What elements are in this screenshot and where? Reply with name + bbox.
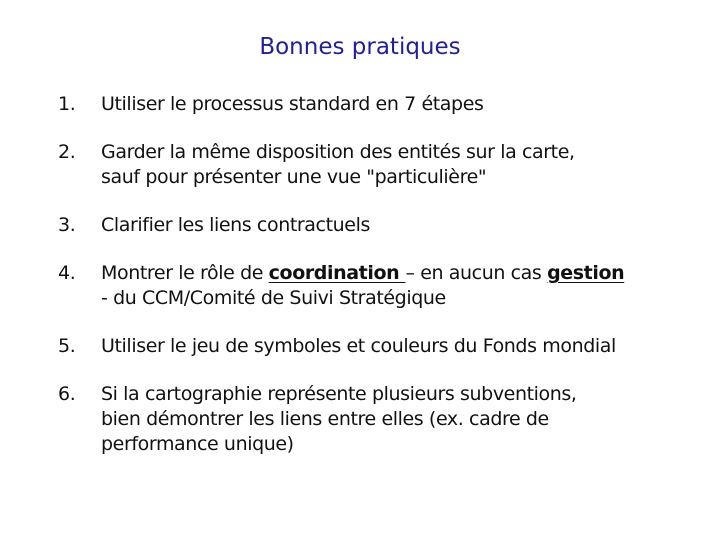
best-practices-list	[58, 92, 698, 480]
item-text-part: – en aucun cas	[405, 262, 548, 284]
list-item-2	[58, 140, 698, 190]
item-number: 3.	[58, 214, 76, 236]
emphasis-gestion: gestion	[547, 262, 625, 284]
item-text-line-1: Garder la même disposition des entités sur la carte,	[101, 141, 575, 163]
item-text: Utiliser le processus standard en 7 étapes	[101, 93, 484, 115]
list-item-5	[58, 334, 698, 359]
item-text: Clarifier les liens contractuels	[101, 214, 370, 236]
item-text-line-1	[101, 261, 698, 286]
item-number: 1.	[58, 93, 76, 115]
slide-title: Bonnes pratiques	[259, 34, 461, 60]
item-text-line-2: - du CCM/Comité de Suivi Stratégique	[101, 287, 446, 309]
item-text: Utiliser le jeu de symboles et couleurs du Fonds mondial	[101, 335, 616, 357]
item-text-part: Montrer le rôle de	[101, 262, 269, 284]
emphasis-coordination: coordination	[268, 262, 406, 284]
item-number: 4.	[58, 262, 76, 284]
item-number: 5.	[58, 335, 76, 357]
list-item-3	[58, 213, 698, 238]
list-item-1	[58, 92, 698, 117]
item-text-line-1: Si la cartographie représente plusieurs subventions,	[101, 383, 577, 405]
list-item-4	[58, 261, 698, 311]
item-number: 6.	[58, 383, 76, 405]
item-text-line-3: performance unique)	[101, 433, 294, 455]
item-text-line-2: bien démontrer les liens entre elles (ex. cadre de	[101, 408, 549, 430]
list-item-6	[58, 382, 698, 457]
item-number: 2.	[58, 141, 76, 163]
item-text-line-2: sauf pour présenter une vue "particulière"	[101, 166, 487, 188]
